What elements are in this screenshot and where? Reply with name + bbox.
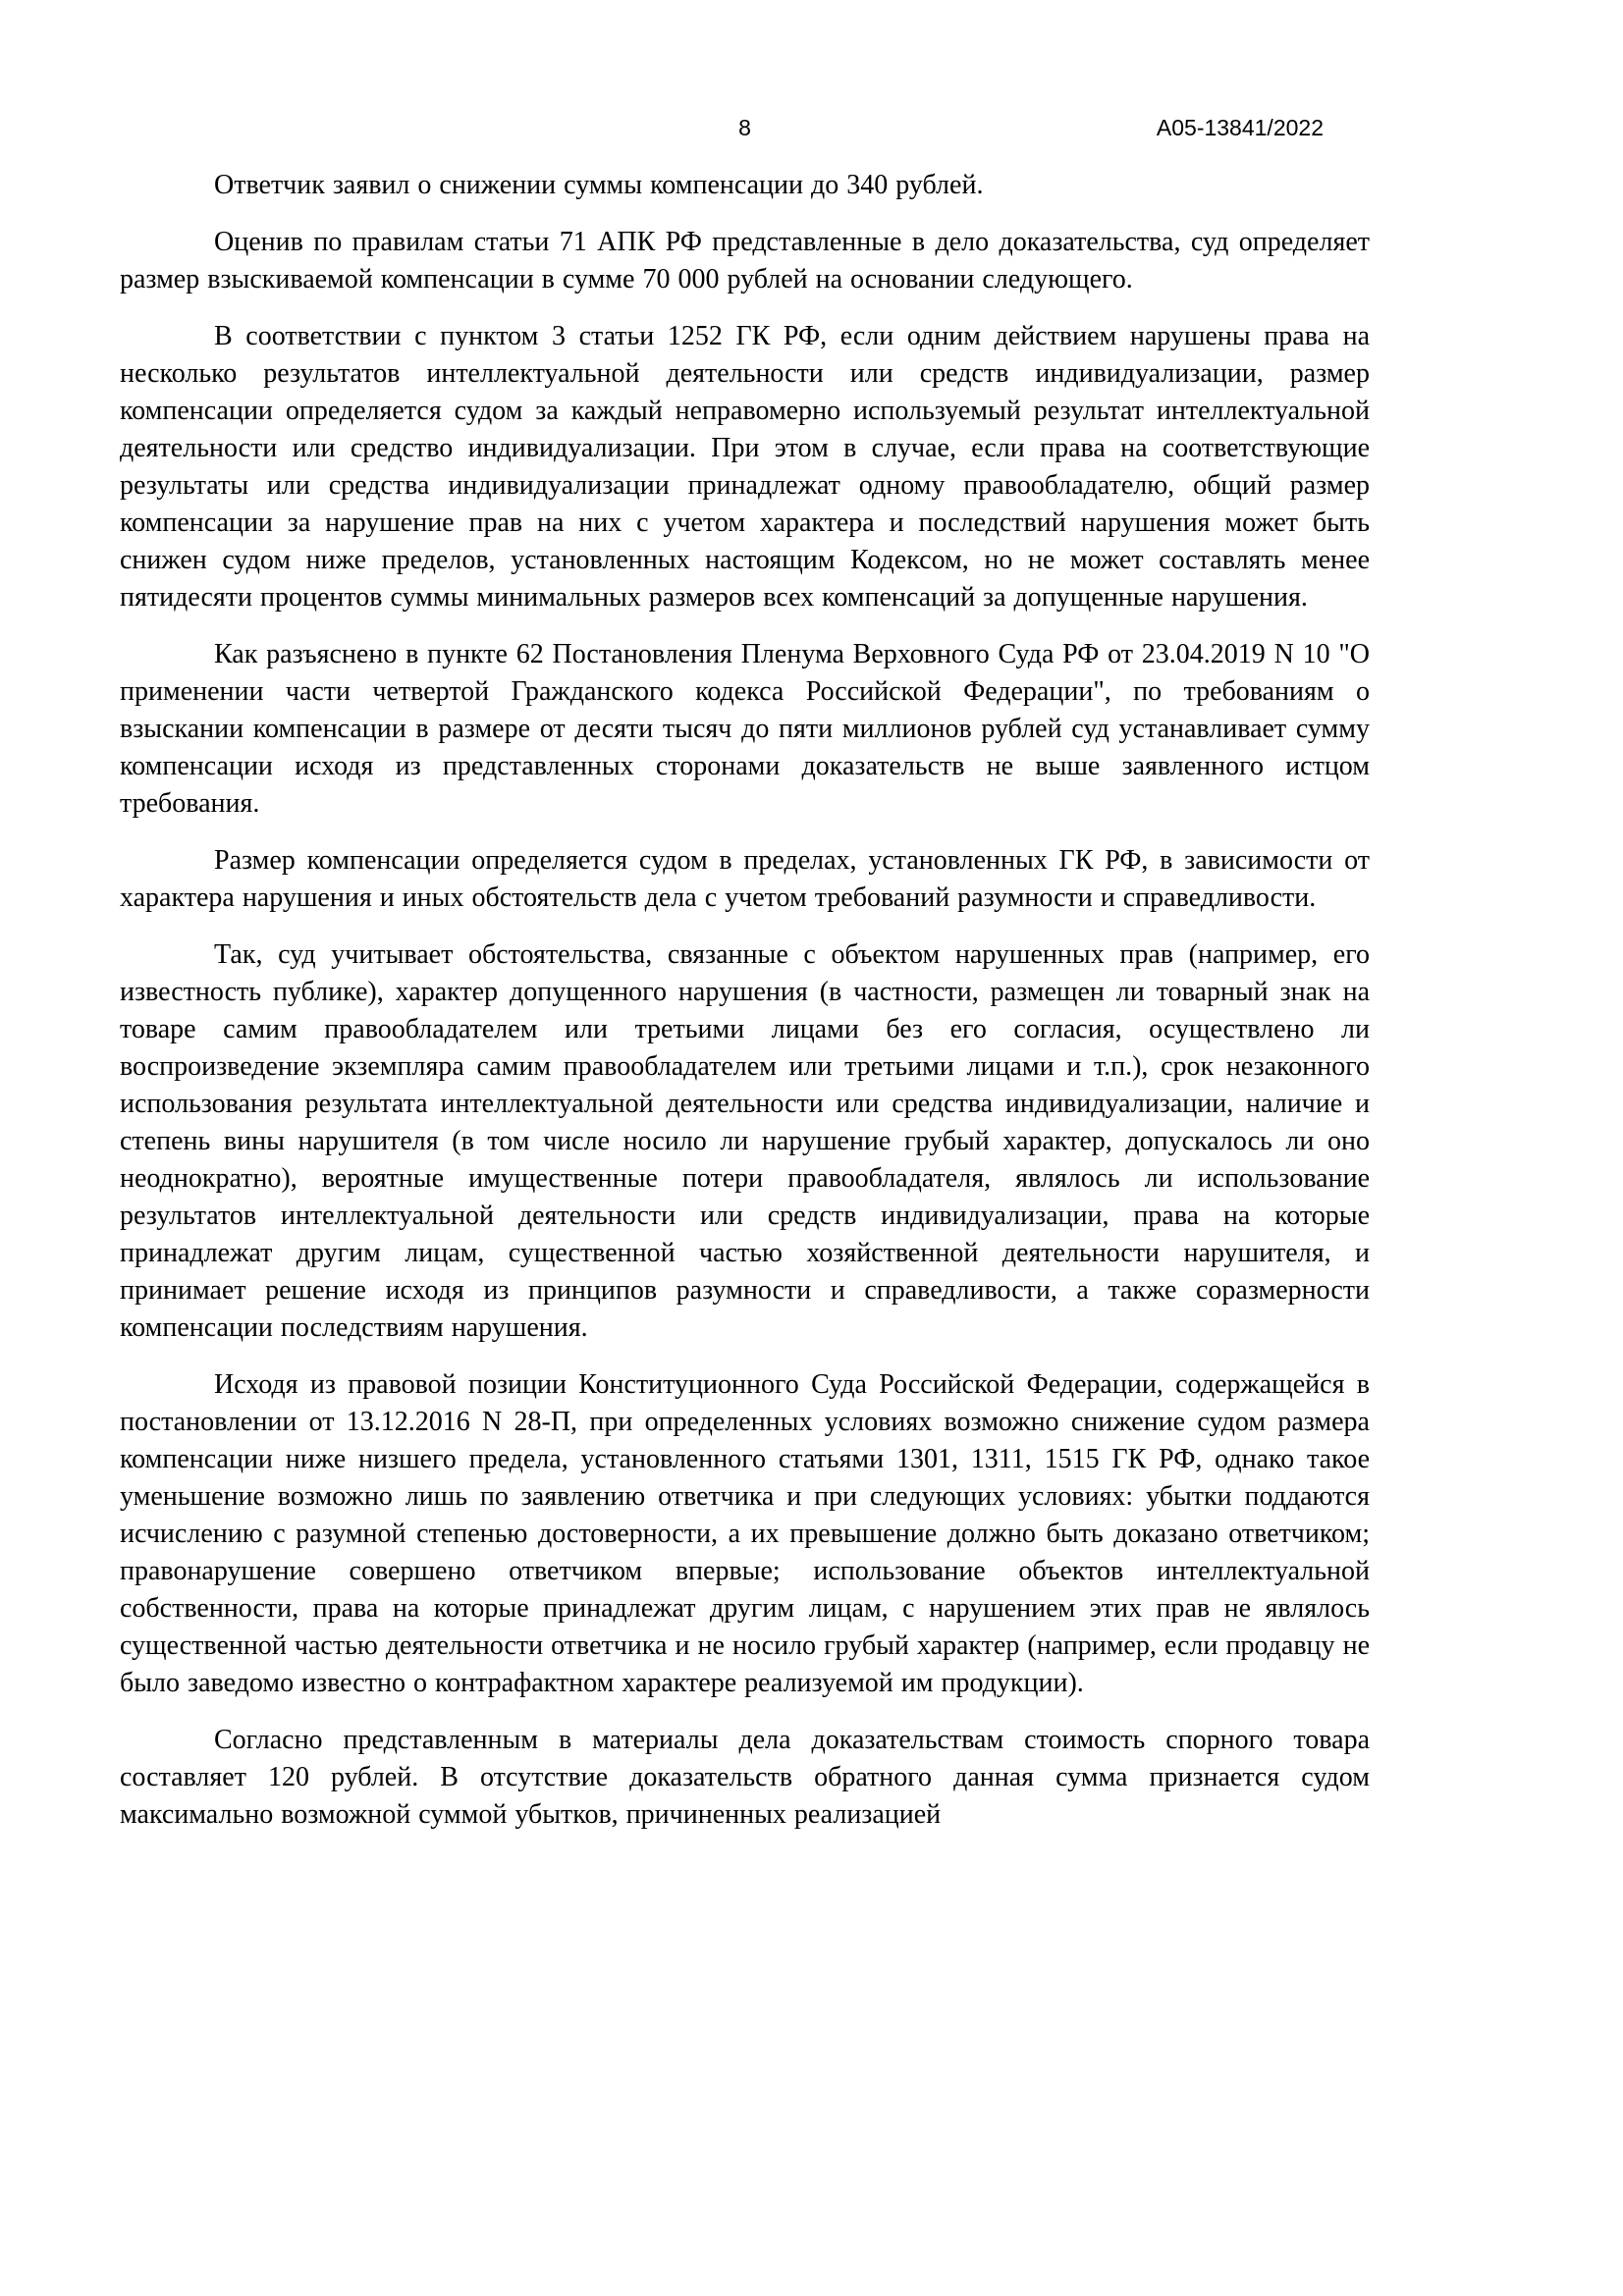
paragraph-compensation-size: Размер компенсации определяется судом в пределах, установленных ГК РФ, в зависимости от характера нарушения и иных обстоятельств дела с учетом требований разумности и справедливости. [120,845,1370,913]
paragraph-article-1252: В соответствии с пунктом 3 статьи 1252 ГК РФ, если одним действием нарушены права на несколько результатов интеллектуальной деятельности или средств индивидуализации, размер компенсации определяется судом за каждый неправомерно используемый результат интеллектуальной деятельности или средство индивидуализации. При этом в случае, если права на соответствующие результаты или средства индивидуализации принадлежат одному правообладателю, общий размер компенсации за нарушение прав на них с учетом характера и последствий нарушения может быть снижен судом ниже пределов, установленных настоящим Кодексом, но не может составлять менее пятидесяти процентов суммы минимальных размеров всех компенсаций за допущенные нарушения. [120,321,1370,613]
paragraph-court-assessment: Оценив по правилам статьи 71 АПК РФ представленные в дело доказательства, суд определяет размер взыскиваемой компенсации в сумме 70 000 рублей на основании следующего. [120,227,1370,294]
paragraph-plenum-62: Как разъяснено в пункте 62 Постановления Пленума Верховного Суда РФ от 23.04.2019 N 10 "О применении части четвертой Гражданского кодекса Российской Федерации", по требованиям о взыскании компенсации в размере от десяти тысяч до пяти миллионов рублей суд устанавливает сумму компенсации исходя из представленных сторонами доказательств не выше заявленного истцом требования. [120,639,1370,819]
document-body [120,167,1370,1853]
paragraph-constitutional-court: Исходя из правовой позиции Конституционного Суда Российской Федерации, содержащейся в постановлении от 13.12.2016 N 28-П, при определенных условиях возможно снижение судом размера компенсации ниже низшего предела, установленного статьями 1301, 1311, 1515 ГК РФ, однако такое уменьшение возможно лишь по заявлению ответчика и при следующих условиях: убытки поддаются исчислению с разумной степенью достоверности, а их превышение должно быть доказано ответчиком; правонарушение совершено ответчиком впервые; использование объектов интеллектуальной собственности, права на которые принадлежат другим лицам, с нарушением этих прав не являлось существенной частью деятельности ответчика и не носило грубый характер (например, если продавцу не было заведомо известно о контрафактном характере реализуемой им продукции). [120,1369,1370,1698]
paragraph-defendant-claim: Ответчик заявил о снижении суммы компенсации до 340 рублей. [214,170,984,200]
paragraph-goods-cost: Согласно представленным в материалы дела доказательствам стоимость спорного товара составляет 120 рублей. В отсутствие доказательств обратного данная сумма признается судом максимально возможной суммой убытков, причиненных реализацией [120,1725,1370,1830]
paragraph-court-considerations: Так, суд учитывает обстоятельства, связанные с объектом нарушенных прав (например, его известность публике), характер допущенного нарушения (в частности, размещен ли товарный знак на товаре самим правообладателем или третьими лицами без его согласия, осуществлено ли воспроизведение экземпляра самим правообладателем или третьими лицами и т.п.), срок незаконного использования результата интеллектуальной деятельности или средства индивидуализации, наличие и степень вины нарушителя (в том числе носило ли нарушение грубый характер, допускалось ли оно неоднократно), вероятные имущественные потери правообладателя, являлось ли использование результатов интеллектуальной деятельности или средств индивидуализации, права на которые принадлежат другим лицам, существенной частью хозяйственной деятельности нарушителя, и принимает решение исходя из принципов разумности и справедливости, а также соразмерности компенсации последствиям нарушения. [120,939,1370,1343]
page-number: 8 [738,115,751,140]
case-number: А05-13841/2022 [1156,115,1324,140]
page-header [120,114,1370,141]
